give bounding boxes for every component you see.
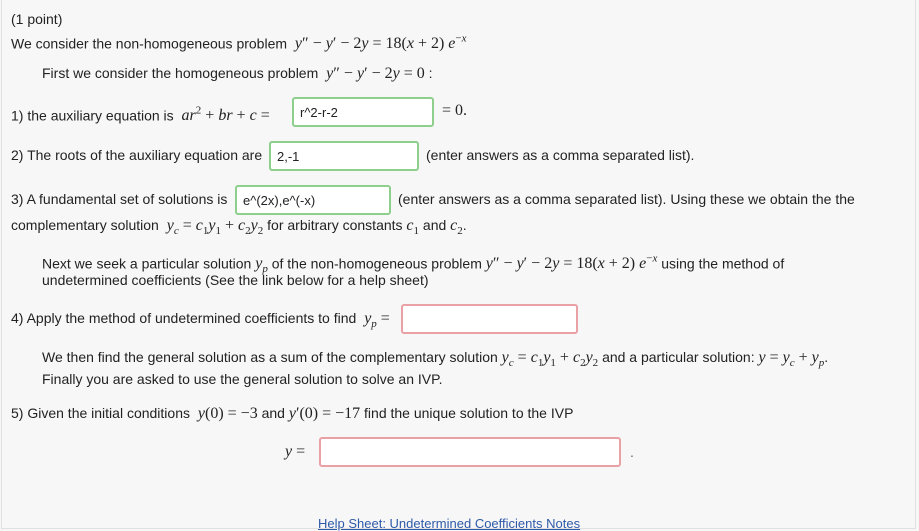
q1-answer-input[interactable]: r^2-r-2 <box>292 97 434 127</box>
q1-after: = 0. <box>442 102 468 119</box>
q4-label: 4) Apply the method of undetermined coefficients to find <box>11 310 357 326</box>
q5-answer-input[interactable] <box>319 437 621 467</box>
q5-and: and <box>261 405 285 421</box>
homog-text: First we consider the homogeneous problem <box>42 65 319 81</box>
general-text-a: We then find the general solution as a sum of the complementary solution <box>42 349 498 365</box>
q4-line: 4) Apply the method of undetermined coefficients to find $y_p$ = <box>11 310 390 331</box>
q3-line2b: for arbitrary constants <box>267 217 403 233</box>
complementary-solution: $y_c = c_1y_1 + c_2y_2$ <box>166 217 264 238</box>
q5-label: 5) Given the initial conditions <box>11 405 190 421</box>
q2-label: 2) The roots of the auxiliary equation are <box>11 147 263 163</box>
q2-hint: (enter answers as a comma separated list). <box>426 147 695 163</box>
q1-label: 1) the auxiliary equation is <box>11 107 174 124</box>
q5-y-equals: y = <box>285 443 306 460</box>
homog-equation: y″ − y′ − 2y = 0 <box>326 65 425 82</box>
q3-and: and <box>422 217 447 233</box>
homog-line: First we consider the homogeneous problem y″ − y′ − 2y = 0 : <box>42 65 433 82</box>
q3-line2: complementary solution $y_c = c_1y_1 + c_2y_2$ for arbitrary constants $c_1$ and $c_2$. <box>11 217 467 238</box>
general-line1: We then find the general solution as a sum of the complementary solution $y_c = c_1y_1 + c_2y_2$ and a particular solution: $y = y_c + y_p$. <box>42 349 829 370</box>
particular-text-a: Next we seek a particular solution <box>42 255 252 272</box>
general-text-b: and a particular solution: <box>602 349 755 365</box>
nonhomog-equation: y″ − y′ − 2y = 18(x + 2) $e^{-x}$ <box>294 33 467 53</box>
q5-period: . <box>630 444 634 460</box>
q4-answer-input[interactable] <box>401 304 578 334</box>
nonhomog-equation-2: y″ − y′ − 2y = 18(x + 2) $e^{-x}$ <box>485 253 658 273</box>
q3-line2a: complementary solution <box>11 217 159 233</box>
aux-form: $ar^2$ + br + c = <box>181 105 270 125</box>
particular-line2: undetermined coefficients (See the link below for a help sheet) <box>42 272 429 288</box>
particular-text-b: of the non-homogeneous problem <box>271 255 482 272</box>
q5-line: 5) Given the initial conditions y(0) = −3 and y′(0) = −17 find the unique solution to the IVP <box>11 405 574 422</box>
points-label: (1 point) <box>11 11 63 27</box>
q2-answer-input[interactable]: 2,-1 <box>269 141 419 171</box>
q1-line <box>11 101 270 126</box>
q5-after: find the unique solution to the IVP <box>364 405 574 421</box>
intro-text: We consider the non-homogeneous problem <box>11 35 288 52</box>
q3-label: 3) A fundamental set of solutions is <box>11 191 228 207</box>
q3-answer-input[interactable]: e^(2x),e^(-x) <box>235 185 391 215</box>
particular-line1: Next we seek a particular solution $y_p$ of the non-homogeneous problem y″ − y′ − 2y = 18(x + 2) $e^{-x}$ using the method of <box>42 253 785 276</box>
help-sheet-link[interactable]: Help Sheet: Undetermined Coefficients Notes <box>318 516 581 531</box>
q3-hint: (enter answers as a comma separated list). Using these we obtain the the <box>398 191 855 207</box>
intro-line <box>11 29 467 54</box>
particular-text-c: using the method of <box>661 255 785 272</box>
general-line2: Finally you are asked to use the general solution to solve an IVP. <box>42 371 443 387</box>
